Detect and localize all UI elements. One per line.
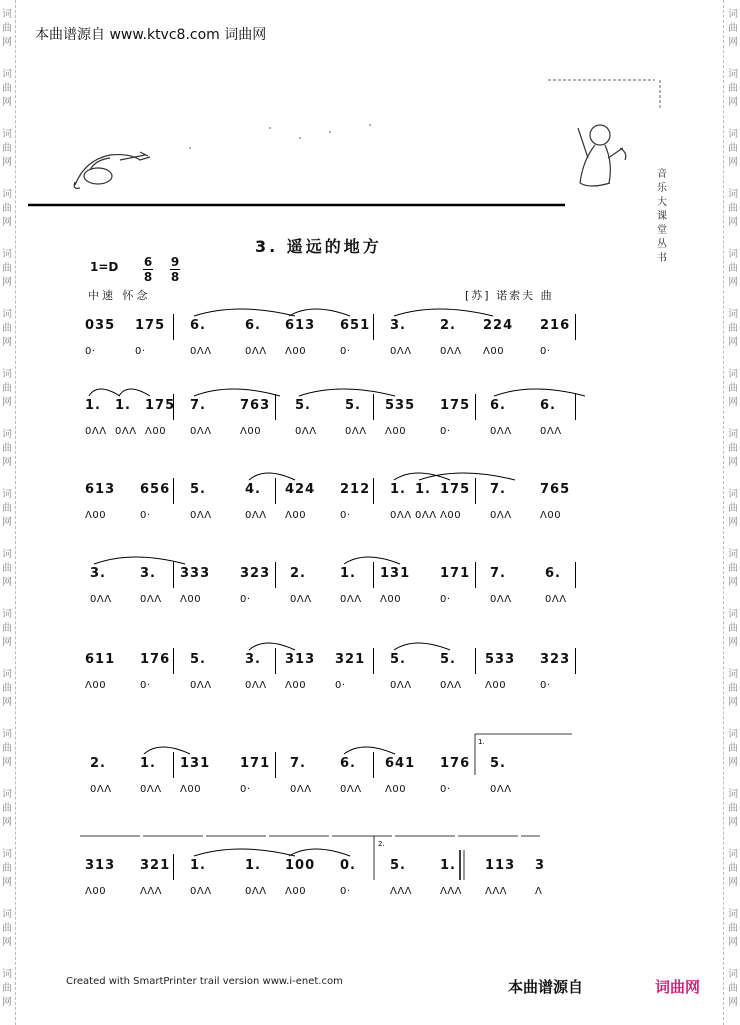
- bar-line: [275, 752, 276, 778]
- watermark-text: 词 曲 网: [2, 129, 12, 168]
- melody-note: 0.: [340, 858, 356, 873]
- volta-first: 1.: [478, 738, 485, 746]
- accompaniment-note: 0·: [85, 346, 96, 357]
- melody-note: 175: [440, 398, 471, 413]
- melody-note: 113: [485, 858, 516, 873]
- accompaniment-note: Λ: [535, 886, 543, 897]
- accompaniment-note: 0ΛΛ: [290, 594, 312, 605]
- watermark-text: 词 曲 网: [2, 669, 12, 708]
- slur: [119, 389, 150, 396]
- accompaniment-note: Λ00: [440, 510, 462, 521]
- melody-note: 3.: [90, 566, 106, 581]
- accompaniment-note: 0ΛΛ: [245, 680, 267, 691]
- accompaniment-note: Λ00: [285, 346, 307, 357]
- melody-note: 7.: [290, 756, 306, 771]
- bar-line: [373, 562, 374, 588]
- time-signature-2: 9 8: [170, 255, 180, 284]
- accompaniment-note: 0·: [540, 346, 551, 357]
- watermark-text: 词 曲 网: [2, 429, 12, 468]
- bar-line: [173, 648, 174, 674]
- melody-note: 176: [140, 652, 171, 667]
- accompaniment-note: 0·: [140, 680, 151, 691]
- slur: [249, 473, 295, 480]
- accompaniment-note: ΛΛΛ: [390, 886, 413, 897]
- accompaniment-line: [85, 680, 585, 696]
- slur: [249, 643, 295, 650]
- melody-note: 5.: [490, 756, 506, 771]
- melody-note: 533: [485, 652, 516, 667]
- watermark-text: 词 曲 网: [728, 909, 738, 948]
- melody-note: 100: [285, 858, 316, 873]
- accompaniment-note: 0ΛΛ: [140, 594, 162, 605]
- bar-line: [173, 314, 174, 340]
- accompaniment-line: [85, 886, 585, 902]
- melody-line: [85, 756, 585, 776]
- melody-note: 323: [240, 566, 271, 581]
- bar-line: [173, 752, 174, 778]
- footer-site: 词曲网: [655, 978, 701, 996]
- accompaniment-note: 0ΛΛ: [540, 426, 562, 437]
- watermark-text: 词 曲 网: [2, 489, 12, 528]
- accompaniment-note: 0ΛΛ: [140, 784, 162, 795]
- bar-line: [373, 478, 374, 504]
- source-header: 本曲谱源自 www.ktvc8.com 词曲网: [35, 27, 267, 43]
- accompaniment-note: 0ΛΛ: [415, 510, 437, 521]
- melody-note: 5.: [345, 398, 361, 413]
- melody-note: 321: [335, 652, 366, 667]
- accompaniment-line: [85, 346, 585, 362]
- accompaniment-note: 0ΛΛ: [245, 886, 267, 897]
- accompaniment-line: [85, 510, 585, 526]
- footer-source: 本曲谱源自: [508, 978, 584, 996]
- melody-note: 656: [140, 482, 171, 497]
- accompaniment-note: 0·: [240, 594, 251, 605]
- melody-note: 321: [140, 858, 171, 873]
- melody-note: 6.: [545, 566, 561, 581]
- bar-line: [275, 562, 276, 588]
- melody-note: 3.: [245, 652, 261, 667]
- melody-note: 1.: [390, 482, 406, 497]
- bar-line: [173, 854, 174, 880]
- melody-note: 131: [180, 756, 211, 771]
- watermark-text: 词 曲 网: [2, 309, 12, 348]
- melody-note: 5.: [390, 858, 406, 873]
- melody-note: 5.: [390, 652, 406, 667]
- melody-note: 2.: [440, 318, 456, 333]
- melody-note: 212: [340, 482, 371, 497]
- accompaniment-note: 0ΛΛ: [440, 680, 462, 691]
- accompaniment-note: 0ΛΛ: [190, 510, 212, 521]
- bar-line: [373, 752, 374, 778]
- melody-note: 323: [540, 652, 571, 667]
- melody-note: 5.: [295, 398, 311, 413]
- slur: [344, 747, 395, 754]
- melody-note: 3: [535, 858, 546, 873]
- melody-note: 176: [440, 756, 471, 771]
- accompaniment-note: ΛΛΛ: [140, 886, 163, 897]
- accompaniment-note: 0·: [340, 510, 351, 521]
- watermark-text: 词 曲 网: [2, 609, 12, 648]
- watermark-text: 词 曲 网: [2, 789, 12, 828]
- tempo-marking: 中速 怀念: [88, 289, 151, 302]
- accompaniment-note: Λ00: [483, 346, 505, 357]
- watermark-text: 词 曲 网: [728, 489, 738, 528]
- melody-note: 535: [385, 398, 416, 413]
- accompaniment-note: 0ΛΛ: [115, 426, 137, 437]
- accompaniment-note: Λ00: [85, 510, 107, 521]
- printer-credit: Created with SmartPrinter trail version www.i-enet.com: [66, 976, 343, 987]
- bar-line: [475, 562, 476, 588]
- accompaniment-note: 0ΛΛ: [90, 784, 112, 795]
- slur: [344, 557, 400, 564]
- slur: [419, 473, 515, 480]
- melody-line: [85, 566, 585, 586]
- melody-note: 1.: [190, 858, 206, 873]
- accompaniment-note: Λ00: [285, 680, 307, 691]
- bar-line: [275, 478, 276, 504]
- accompaniment-note: Λ00: [85, 886, 107, 897]
- watermark-text: 词 曲 网: [2, 9, 12, 48]
- melody-note: 175: [145, 398, 176, 413]
- watermark-text: 词 曲 网: [2, 969, 12, 1008]
- melody-note: 6.: [190, 318, 206, 333]
- accompaniment-note: 0ΛΛ: [545, 594, 567, 605]
- bar-line: [173, 478, 174, 504]
- watermark-text: 词 曲 网: [728, 789, 738, 828]
- watermark-text: 词 曲 网: [728, 549, 738, 588]
- melody-note: 651: [340, 318, 371, 333]
- melody-line: [85, 398, 585, 418]
- melody-note: 5.: [190, 652, 206, 667]
- melody-note: 763: [240, 398, 271, 413]
- accompaniment-note: Λ00: [285, 886, 307, 897]
- slur: [94, 557, 185, 564]
- melody-note: 313: [285, 652, 316, 667]
- accompaniment-note: 0·: [340, 886, 351, 897]
- melody-note: 6.: [540, 398, 556, 413]
- slur-layer: [85, 380, 585, 400]
- slur: [494, 389, 585, 396]
- slur: [194, 309, 295, 316]
- accompaniment-note: 0ΛΛ: [340, 784, 362, 795]
- watermark-text: 词 曲 网: [728, 189, 738, 228]
- accompaniment-note: 0·: [140, 510, 151, 521]
- accompaniment-note: 0·: [335, 680, 346, 691]
- melody-line: [85, 318, 585, 338]
- accompaniment-note: 0ΛΛ: [190, 346, 212, 357]
- bar-line: [475, 394, 476, 420]
- accompaniment-note: 0ΛΛ: [190, 886, 212, 897]
- accompaniment-note: 0ΛΛ: [295, 426, 317, 437]
- watermark-text: 词 曲 网: [2, 909, 12, 948]
- melody-note: 131: [380, 566, 411, 581]
- accompaniment-note: 0ΛΛ: [440, 346, 462, 357]
- melody-note: 613: [85, 482, 116, 497]
- melody-note: 1.: [245, 858, 261, 873]
- melody-note: 1.: [140, 756, 156, 771]
- melody-note: 3.: [140, 566, 156, 581]
- melody-note: 171: [440, 566, 471, 581]
- key-signature: 1=D: [90, 260, 119, 274]
- slur: [144, 747, 190, 754]
- accompaniment-note: ΛΛΛ: [485, 886, 508, 897]
- melody-note: 424: [285, 482, 316, 497]
- accompaniment-note: 0ΛΛ: [490, 784, 512, 795]
- slur: [394, 643, 450, 650]
- accompaniment-note: 0ΛΛ: [85, 426, 107, 437]
- watermark-text: 词 曲 网: [728, 9, 738, 48]
- watermark-text: 词 曲 网: [728, 609, 738, 648]
- slur: [194, 389, 280, 396]
- melody-note: 5.: [440, 652, 456, 667]
- melody-note: 175: [440, 482, 471, 497]
- accompaniment-note: 0ΛΛ: [245, 346, 267, 357]
- watermark-text: 词 曲 网: [728, 309, 738, 348]
- watermark-text: 词 曲 网: [728, 849, 738, 888]
- composer-credit: [苏] 诺索夫 曲: [465, 289, 554, 302]
- accompaniment-note: 0ΛΛ: [290, 784, 312, 795]
- melody-note: 4.: [245, 482, 261, 497]
- watermark-text: 词 曲 网: [728, 369, 738, 408]
- musician-figure-icon: [578, 125, 626, 186]
- melody-note: 175: [135, 318, 166, 333]
- watermark-text: 词 曲 网: [728, 669, 738, 708]
- melody-note: 1.: [115, 398, 131, 413]
- accompaniment-note: 0·: [340, 346, 351, 357]
- watermark-text: 词 曲 网: [2, 729, 12, 768]
- melody-note: 224: [483, 318, 514, 333]
- melody-note: 6.: [490, 398, 506, 413]
- watermark-text: 词 曲 网: [2, 249, 12, 288]
- accompaniment-note: Λ00: [540, 510, 562, 521]
- melody-note: 216: [540, 318, 571, 333]
- slur: [299, 389, 395, 396]
- melody-note: 2.: [290, 566, 306, 581]
- bar-line: [173, 562, 174, 588]
- melody-note: 5.: [190, 482, 206, 497]
- watermark-text: 词 曲 网: [728, 129, 738, 168]
- melody-note: 333: [180, 566, 211, 581]
- accompaniment-note: Λ00: [380, 594, 402, 605]
- accompaniment-note: 0ΛΛ: [490, 594, 512, 605]
- accompaniment-note: 0ΛΛ: [490, 510, 512, 521]
- accompaniment-note: Λ00: [285, 510, 307, 521]
- slur: [289, 849, 350, 856]
- bar-line: [475, 478, 476, 504]
- melody-note: 7.: [490, 482, 506, 497]
- bar-line: [575, 648, 576, 674]
- melody-line: [85, 482, 585, 502]
- melody-note: 2.: [90, 756, 106, 771]
- melody-note: 7.: [190, 398, 206, 413]
- accompaniment-note: Λ00: [180, 594, 202, 605]
- accompaniment-note: 0ΛΛ: [345, 426, 367, 437]
- melody-note: 641: [385, 756, 416, 771]
- accompaniment-note: 0ΛΛ: [390, 346, 412, 357]
- melody-note: 1.: [85, 398, 101, 413]
- melody-note: 035: [85, 318, 116, 333]
- series-vertical-label: 音乐大课堂丛书: [657, 169, 667, 264]
- accompaniment-note: Λ00: [240, 426, 262, 437]
- watermark-text: 词 曲 网: [2, 69, 12, 108]
- accompaniment-note: Λ00: [145, 426, 167, 437]
- watermark-text: 词 曲 网: [2, 549, 12, 588]
- bar-line: [275, 394, 276, 420]
- accompaniment-note: 0·: [135, 346, 146, 357]
- bar-line: [475, 648, 476, 674]
- accompaniment-note: Λ00: [85, 680, 107, 691]
- accompaniment-note: 0ΛΛ: [190, 680, 212, 691]
- slur-layer: [85, 464, 585, 484]
- bar-line: [373, 394, 374, 420]
- accompaniment-note: 0ΛΛ: [340, 594, 362, 605]
- accompaniment-note: 0·: [540, 680, 551, 691]
- time-signature-1: 6 8: [143, 255, 153, 284]
- melody-note: 313: [85, 858, 116, 873]
- song-title: 3. 遥远的地方: [255, 237, 382, 256]
- accompaniment-note: Λ00: [385, 784, 407, 795]
- melody-note: 6.: [340, 756, 356, 771]
- watermark-text: 词 曲 网: [2, 849, 12, 888]
- volta-second: 2.: [378, 840, 385, 848]
- bar-line: [373, 314, 374, 340]
- accompaniment-note: 0·: [440, 594, 451, 605]
- slur-layer: [85, 840, 585, 860]
- melody-note: 7.: [490, 566, 506, 581]
- melody-note: 765: [540, 482, 571, 497]
- slur-layer: [85, 548, 585, 568]
- slur: [194, 849, 295, 856]
- bar-line: [373, 648, 374, 674]
- melody-line: [85, 858, 585, 878]
- slur-layer: [85, 300, 585, 320]
- watermark-text: 词 曲 网: [728, 969, 738, 1008]
- accompaniment-note: 0ΛΛ: [190, 426, 212, 437]
- melody-note: 611: [85, 652, 116, 667]
- accompaniment-note: 0·: [240, 784, 251, 795]
- bar-line: [575, 562, 576, 588]
- watermark-text: 词 曲 网: [2, 189, 12, 228]
- accompaniment-note: 0ΛΛ: [390, 510, 412, 521]
- watermark-text: 词 曲 网: [728, 429, 738, 468]
- accompaniment-note: Λ00: [385, 426, 407, 437]
- accompaniment-line: [85, 594, 585, 610]
- slur: [289, 309, 350, 316]
- watermark-text: 词 曲 网: [728, 729, 738, 768]
- accompaniment-note: 0ΛΛ: [90, 594, 112, 605]
- accompaniment-note: Λ00: [485, 680, 507, 691]
- melody-note: 6.: [245, 318, 261, 333]
- accompaniment-note: Λ00: [180, 784, 202, 795]
- bird-figure-icon: [74, 152, 150, 188]
- melody-note: 1.: [440, 858, 456, 873]
- melody-note: 1.: [415, 482, 431, 497]
- accompaniment-note: ΛΛΛ: [440, 886, 463, 897]
- accompaniment-note: 0ΛΛ: [490, 426, 512, 437]
- accompaniment-note: 0·: [440, 426, 451, 437]
- slur-layer: [85, 738, 585, 758]
- bar-line: [575, 314, 576, 340]
- melody-note: 171: [240, 756, 271, 771]
- accompaniment-note: 0·: [440, 784, 451, 795]
- header-illustration: [0, 0, 740, 215]
- slur: [394, 309, 493, 316]
- slur: [89, 389, 120, 396]
- bar-line: [173, 394, 174, 420]
- melody-note: 3.: [390, 318, 406, 333]
- slur-layer: [85, 634, 585, 654]
- melody-note: 613: [285, 318, 316, 333]
- watermark-text: 词 曲 网: [728, 249, 738, 288]
- accompaniment-line: [85, 784, 585, 800]
- bar-line: [575, 394, 576, 420]
- accompaniment-note: 0ΛΛ: [390, 680, 412, 691]
- accompaniment-line: [85, 426, 585, 442]
- melody-note: 1.: [340, 566, 356, 581]
- watermark-text: 词 曲 网: [2, 369, 12, 408]
- watermark-text: 词 曲 网: [728, 69, 738, 108]
- bar-line: [275, 648, 276, 674]
- accompaniment-note: 0ΛΛ: [245, 510, 267, 521]
- melody-line: [85, 652, 585, 672]
